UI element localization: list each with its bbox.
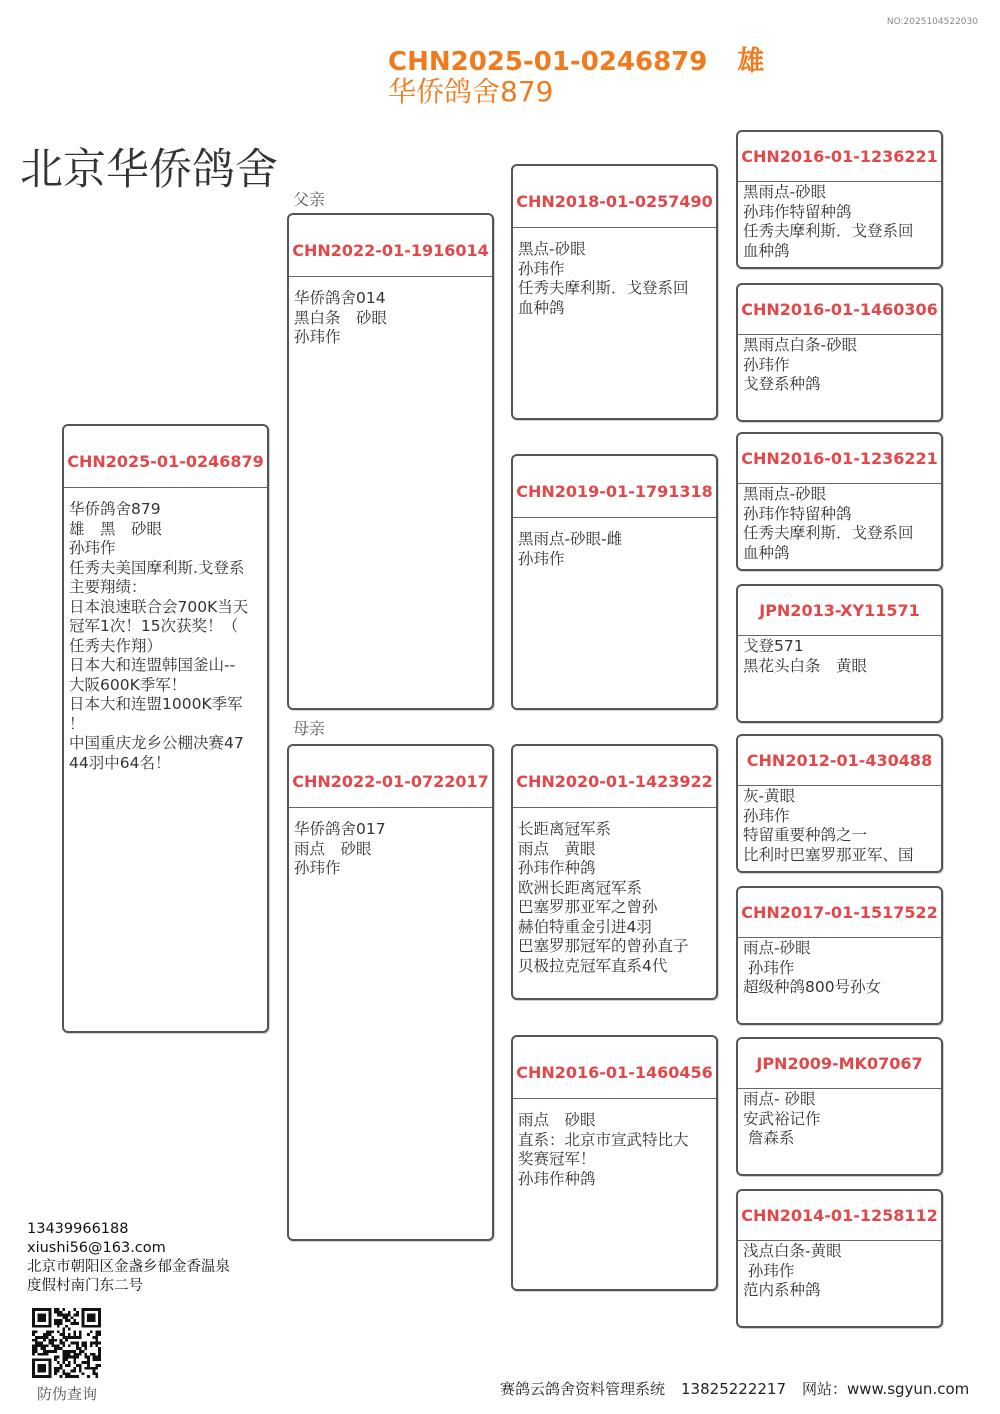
bird-details [738, 335, 941, 395]
contact-phone: 13439966188 [27, 1221, 129, 1237]
info-line: ！ [69, 714, 85, 733]
ring-number: CHN2017-01-1517522 [738, 888, 941, 938]
info-line: 雨点-砂眼 [743, 939, 811, 957]
info-line: 雨点 砂眼 [294, 839, 372, 858]
contact-info [27, 1220, 230, 1296]
loft-title: 北京华侨鸽舍 [20, 145, 278, 195]
ring-number: CHN2016-01-1460306 [738, 285, 941, 335]
document-number: NO:2025104522030 [886, 17, 978, 27]
pedigree-box-great-grandparent [736, 283, 943, 422]
father-label: 父亲 [293, 190, 326, 209]
bird-details [513, 808, 716, 976]
info-line: 黑白条 砂眼 [294, 308, 388, 327]
info-line: 比利时巴塞罗那亚军、国 [743, 845, 914, 864]
info-line: 灰-黄眼 [743, 787, 796, 805]
info-line: 华侨鸽舍879 [69, 500, 161, 518]
info-line: 特留重要种鸽之一 [743, 826, 868, 844]
info-line: 孙玮作 [518, 549, 565, 568]
info-line: 血种鸽 [743, 543, 790, 562]
bird-details [738, 786, 941, 865]
info-line: 华侨鸽舍014 [294, 289, 386, 307]
info-line: 中国重庆龙乡公棚决赛47 [69, 734, 244, 752]
pedigree-box-great-grandparent [736, 886, 943, 1025]
ring-number: CHN2025-01-0246879 [64, 426, 267, 488]
pedigree-box-dam-sire [511, 744, 718, 1000]
info-line: 黑雨点-砂眼 [743, 183, 827, 201]
info-line: 雨点- 砂眼 [743, 1090, 816, 1108]
pedigree-box-great-grandparent [736, 432, 943, 571]
bird-details [513, 1099, 716, 1189]
ring-number: CHN2020-01-1423922 [513, 746, 716, 808]
headline [388, 45, 764, 79]
qr-label: 防伪查询 [37, 1385, 98, 1403]
info-line: 44羽中64名！ [69, 753, 171, 772]
mother-label: 母亲 [293, 719, 326, 738]
info-line: 孙玮作种鸽 [518, 859, 596, 877]
ring-number: CHN2019-01-1791318 [513, 456, 716, 518]
info-line: 雨点 黄眼 [518, 839, 596, 858]
bird-details [738, 182, 941, 261]
info-line: 日本大和连盟韩国釜山-- [69, 656, 236, 674]
info-line: 日本大和连盟1000K季军 [69, 695, 243, 713]
info-line: 大阪600K季军！ [69, 675, 187, 694]
info-line: 戈登571 [743, 637, 804, 655]
headline-ring-number: CHN2025-01-0246879 [388, 47, 708, 77]
info-line: 欧洲长距离冠军系 [518, 878, 643, 897]
ring-number: CHN2012-01-430488 [738, 736, 941, 786]
info-line: 孙玮作 [743, 806, 790, 825]
bird-details [738, 636, 941, 676]
info-line: 日本浪速联合会700K当天 [69, 597, 249, 616]
footer-system-name: 赛鸽云鸽舍资料管理系统 [500, 1380, 666, 1398]
info-line: 血种鸽 [743, 241, 790, 260]
bird-details [738, 1089, 941, 1149]
bird-details [738, 938, 941, 998]
info-line: 赫伯特重金引进4羽 [518, 917, 652, 936]
info-line: 巴塞罗那冠军的曾孙直子 [518, 937, 689, 955]
info-line: 雨点 砂眼 [518, 1111, 596, 1129]
contact-address-line1: 北京市朝阳区金盏乡郁金香温泉 [27, 1259, 230, 1275]
info-line: 任秀夫摩利斯．戈登系回 [743, 222, 914, 240]
pedigree-box-great-grandparent [736, 1189, 943, 1328]
footer-phone: 13825222217 [681, 1380, 786, 1398]
info-line: 黑花头白条 黄眼 [743, 656, 868, 675]
info-line: 孙玮作 [743, 1261, 795, 1280]
bird-details [738, 1241, 941, 1301]
pedigree-box-great-grandparent [736, 584, 943, 723]
ring-number: CHN2018-01-0257490 [513, 166, 716, 228]
info-line: 孙玮作特留种鸽 [743, 504, 852, 523]
info-line: 戈登系种鸽 [743, 375, 821, 393]
footer [500, 1379, 969, 1399]
pedigree-box-dam [287, 744, 494, 1241]
info-line: 孙玮作 [294, 328, 341, 346]
info-line: 任秀夫美国摩利斯.戈登系 [69, 558, 245, 577]
contact-email: xiushi56@163.com [27, 1240, 166, 1256]
qr-code-icon [32, 1308, 101, 1378]
ring-number: JPN2013-XY11571 [738, 586, 941, 636]
info-line: 黑雨点-砂眼-雌 [518, 530, 623, 548]
bird-details [289, 808, 492, 879]
info-line: 奖赛冠军！ [518, 1150, 596, 1168]
ring-number: CHN2022-01-0722017 [289, 746, 492, 808]
info-line: 范内系种鸽 [743, 1281, 821, 1299]
info-line: 孙玮作 [743, 958, 795, 977]
pedigree-box-great-grandparent [736, 1037, 943, 1176]
info-line: 黑点-砂眼 [518, 240, 586, 258]
info-line: 孙玮作种鸽 [518, 1169, 596, 1188]
info-line: 安武裕记作 [743, 1109, 821, 1128]
info-line: 黑雨点白条-砂眼 [743, 336, 858, 354]
info-line: 直系：北京市宣武特比大 [518, 1130, 689, 1149]
footer-website: www.sgyun.com [847, 1380, 970, 1398]
ring-number: CHN2022-01-1916014 [289, 215, 492, 277]
info-line: 任秀夫摩利斯．戈登系回 [743, 524, 914, 542]
ring-number: CHN2014-01-1258112 [738, 1191, 941, 1241]
bird-details [64, 488, 267, 773]
info-line: 任秀夫摩利斯．戈登系回 [518, 279, 689, 297]
pedigree-box-sire-dam [511, 454, 718, 710]
headline-bird-name: 华侨鸽舍879 [388, 75, 554, 108]
info-line: 主要翔绩： [69, 578, 147, 596]
info-line: 贝极拉克冠军直系4代 [518, 956, 668, 975]
headline-sex: 雄 [737, 46, 765, 77]
info-line: 巴塞罗那亚军之曾孙 [518, 898, 658, 916]
pedigree-box-sire-sire [511, 164, 718, 420]
info-line: 血种鸽 [518, 298, 565, 317]
pedigree-box-sire [287, 213, 494, 710]
pedigree-box-dam-dam [511, 1035, 718, 1291]
ring-number: CHN2016-01-1236221 [738, 132, 941, 182]
info-line: 孙玮作 [69, 539, 116, 557]
info-line: 黑雨点-砂眼 [743, 485, 827, 503]
info-line: 长距离冠军系 [518, 820, 612, 838]
info-line: 孙玮作特留种鸽 [743, 202, 852, 221]
footer-website-label: 网站： [802, 1380, 848, 1398]
bird-details [738, 484, 941, 563]
info-line: 詹森系 [743, 1129, 795, 1147]
pedigree-box-great-grandparent [736, 734, 943, 873]
ring-number: CHN2016-01-1236221 [738, 434, 941, 484]
info-line: 任秀夫作翔） [69, 636, 163, 655]
info-line: 孙玮作 [743, 355, 790, 374]
ring-number: JPN2009-MK07067 [738, 1039, 941, 1089]
ring-number: CHN2016-01-1460456 [513, 1037, 716, 1099]
info-line: 孙玮作 [294, 859, 341, 877]
info-line: 超级种鸽800号孙女 [743, 978, 882, 996]
pedigree-box-subject [62, 424, 269, 1033]
info-line: 华侨鸽舍017 [294, 820, 386, 838]
bird-details [289, 277, 492, 348]
contact-address-line2: 度假村南门东二号 [27, 1278, 143, 1294]
bird-details [513, 228, 716, 318]
info-line: 孙玮作 [518, 259, 565, 278]
info-line: 雄 黑 砂眼 [69, 519, 163, 538]
bird-details [513, 518, 716, 569]
info-line: 浅点白条-黄眼 [743, 1242, 842, 1260]
info-line: 冠军1次！15次获奖！（ [69, 617, 239, 635]
pedigree-box-great-grandparent [736, 130, 943, 269]
